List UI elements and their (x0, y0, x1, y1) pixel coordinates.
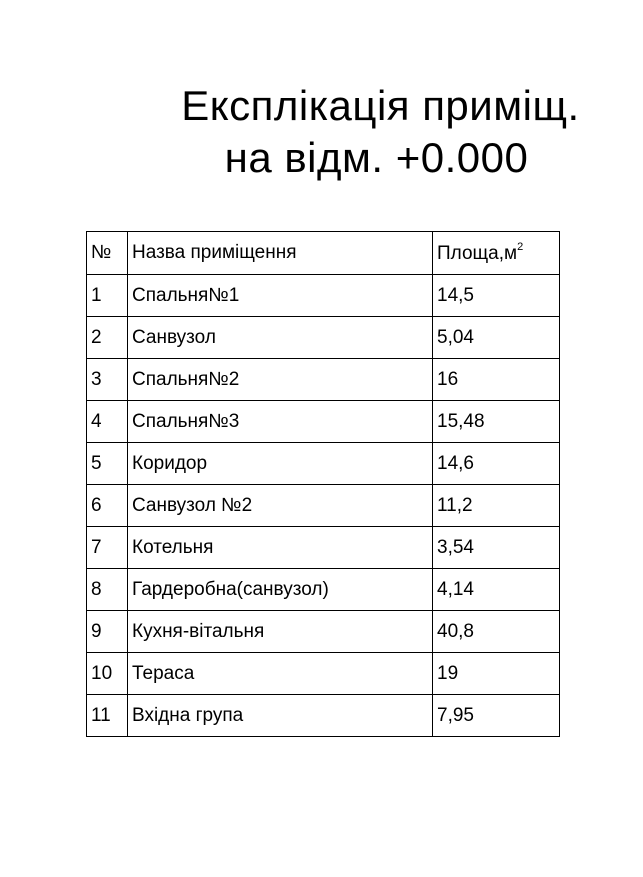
header-area-superscript: 2 (517, 241, 524, 253)
row-name: Санвузол (128, 317, 433, 359)
room-explication-table (86, 231, 560, 737)
title-line-2: на відм. +0.000 (224, 134, 529, 181)
table-row (87, 611, 560, 653)
row-name: Спальня№3 (128, 401, 433, 443)
table-row (87, 653, 560, 695)
table-row (87, 359, 560, 401)
row-name: Спальня№1 (128, 275, 433, 317)
table-row (87, 569, 560, 611)
table-row (87, 317, 560, 359)
row-area: 11,2 (433, 485, 560, 527)
table-header-row (87, 232, 560, 275)
row-name: Тераса (128, 653, 433, 695)
title-line-1: Експлікація приміщ. (181, 82, 580, 129)
row-name: Спальня№2 (128, 359, 433, 401)
header-num: № (87, 232, 128, 275)
row-num: 8 (87, 569, 128, 611)
row-num: 7 (87, 527, 128, 569)
header-name: Назва приміщення (128, 232, 433, 275)
row-name: Котельня (128, 527, 433, 569)
row-num: 1 (87, 275, 128, 317)
row-area: 14,6 (433, 443, 560, 485)
row-name: Санвузол №2 (128, 485, 433, 527)
table-row (87, 401, 560, 443)
row-name: Кухня-вітальня (128, 611, 433, 653)
table-row (87, 527, 560, 569)
row-area: 15,48 (433, 401, 560, 443)
table-row (87, 443, 560, 485)
header-area-label: Площа,м (437, 243, 518, 264)
header-area (433, 232, 560, 275)
row-num: 2 (87, 317, 128, 359)
table-row (87, 275, 560, 317)
row-num: 6 (87, 485, 128, 527)
row-num: 9 (87, 611, 128, 653)
row-name: Коридор (128, 443, 433, 485)
row-area: 4,14 (433, 569, 560, 611)
row-area: 40,8 (433, 611, 560, 653)
table-row (87, 485, 560, 527)
row-area: 7,95 (433, 695, 560, 737)
row-num: 3 (87, 359, 128, 401)
row-num: 5 (87, 443, 128, 485)
row-area: 14,5 (433, 275, 560, 317)
row-num: 11 (87, 695, 128, 737)
table-row (87, 695, 560, 737)
row-area: 3,54 (433, 527, 560, 569)
row-name: Вхідна група (128, 695, 433, 737)
row-num: 4 (87, 401, 128, 443)
row-area: 19 (433, 653, 560, 695)
row-num: 10 (87, 653, 128, 695)
page-title (0, 80, 643, 184)
row-name: Гардеробна(санвузол) (128, 569, 433, 611)
row-area: 16 (433, 359, 560, 401)
row-area: 5,04 (433, 317, 560, 359)
